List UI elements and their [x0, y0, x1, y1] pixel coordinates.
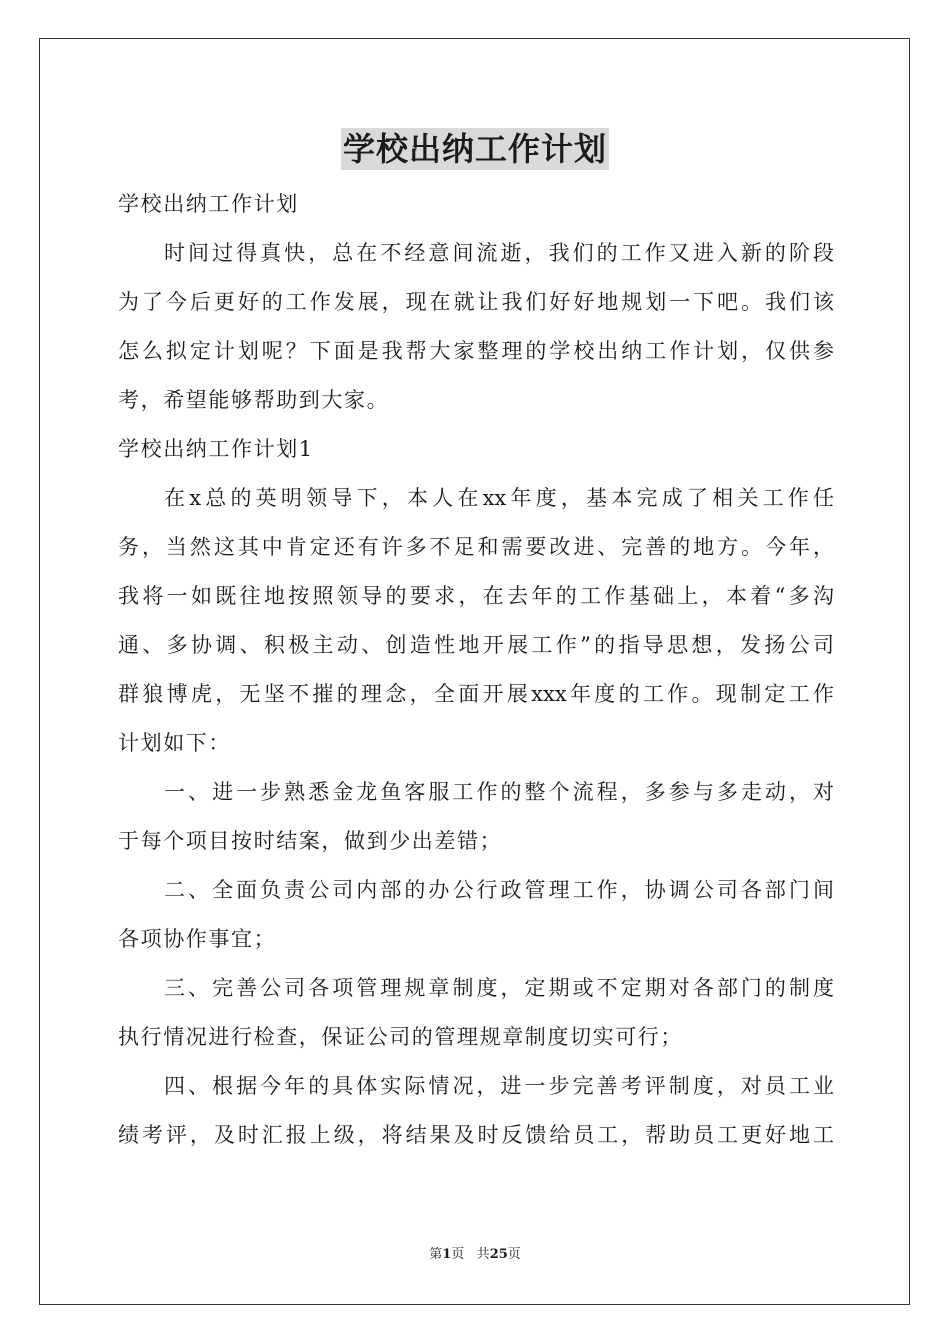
body-line: 计划如下： [118, 731, 231, 755]
body-line: 通、多协调、积极主动、创造性地开展工作”的指导思想，发扬公司 [118, 633, 834, 657]
body-line: 执行情况进行检查，保证公司的管理规章制度切实可行； [118, 1025, 683, 1049]
body-line: 学校出纳工作计划 [118, 192, 299, 216]
page-footer [0, 1246, 950, 1264]
body-line: 绩考评，及时汇报上级，将结果及时反馈给员工，帮助员工更好地工 [118, 1123, 834, 1147]
document-body [118, 180, 834, 1160]
body-line: 为了今后更好的工作发展，现在就让我们好好地规划一下吧。我们该 [118, 290, 834, 314]
body-line: 于每个项目按时结案，做到少出差错； [118, 829, 503, 853]
title-container [0, 128, 950, 170]
total-pages: 25 [489, 1247, 508, 1262]
body-line: 务，当然这其中肯定还有许多不足和需要改进、完善的地方。今年， [118, 535, 834, 559]
body-line: 考，希望能够帮助到大家。 [118, 388, 390, 412]
section-heading: 学校出纳工作计划1 [118, 437, 314, 461]
body-line: 四、根据今年的具体实际情况，进一步完善考评制度，对员工业 [164, 1074, 834, 1098]
footer-prefix: 第 [429, 1247, 443, 1262]
footer-page-suffix: 页 [451, 1247, 465, 1262]
body-line: 二、全面负责公司内部的办公行政管理工作，协调公司各部门间 [164, 878, 834, 902]
body-line: 三、完善公司各项管理规章制度，定期或不定期对各部门的制度 [164, 976, 834, 1000]
body-line: 各项协作事宜； [118, 927, 277, 951]
document-title: 学校出纳工作计划 [342, 130, 607, 168]
body-line: 一、进一步熟悉金龙鱼客服工作的整个流程，多参与多走动，对 [164, 780, 834, 804]
footer-total-suffix: 页 [507, 1247, 521, 1262]
body-line: 群狼博虎，无坚不摧的理念，全面开展xxx年度的工作。现制定工作 [118, 682, 834, 706]
footer-total-prefix: 共 [476, 1247, 490, 1262]
page-number: 1 [442, 1247, 452, 1262]
body-line: 时间过得真快，总在不经意间流逝，我们的工作又进入新的阶段 [164, 241, 834, 265]
body-line: 在x总的英明领导下，本人在xx年度，基本完成了相关工作任 [164, 486, 834, 510]
body-line: 怎么拟定计划呢？下面是我帮大家整理的学校出纳工作计划，仅供参 [118, 339, 834, 363]
body-line: 我将一如既往地按照领导的要求，在去年的工作基础上，本着“多沟 [118, 584, 834, 608]
